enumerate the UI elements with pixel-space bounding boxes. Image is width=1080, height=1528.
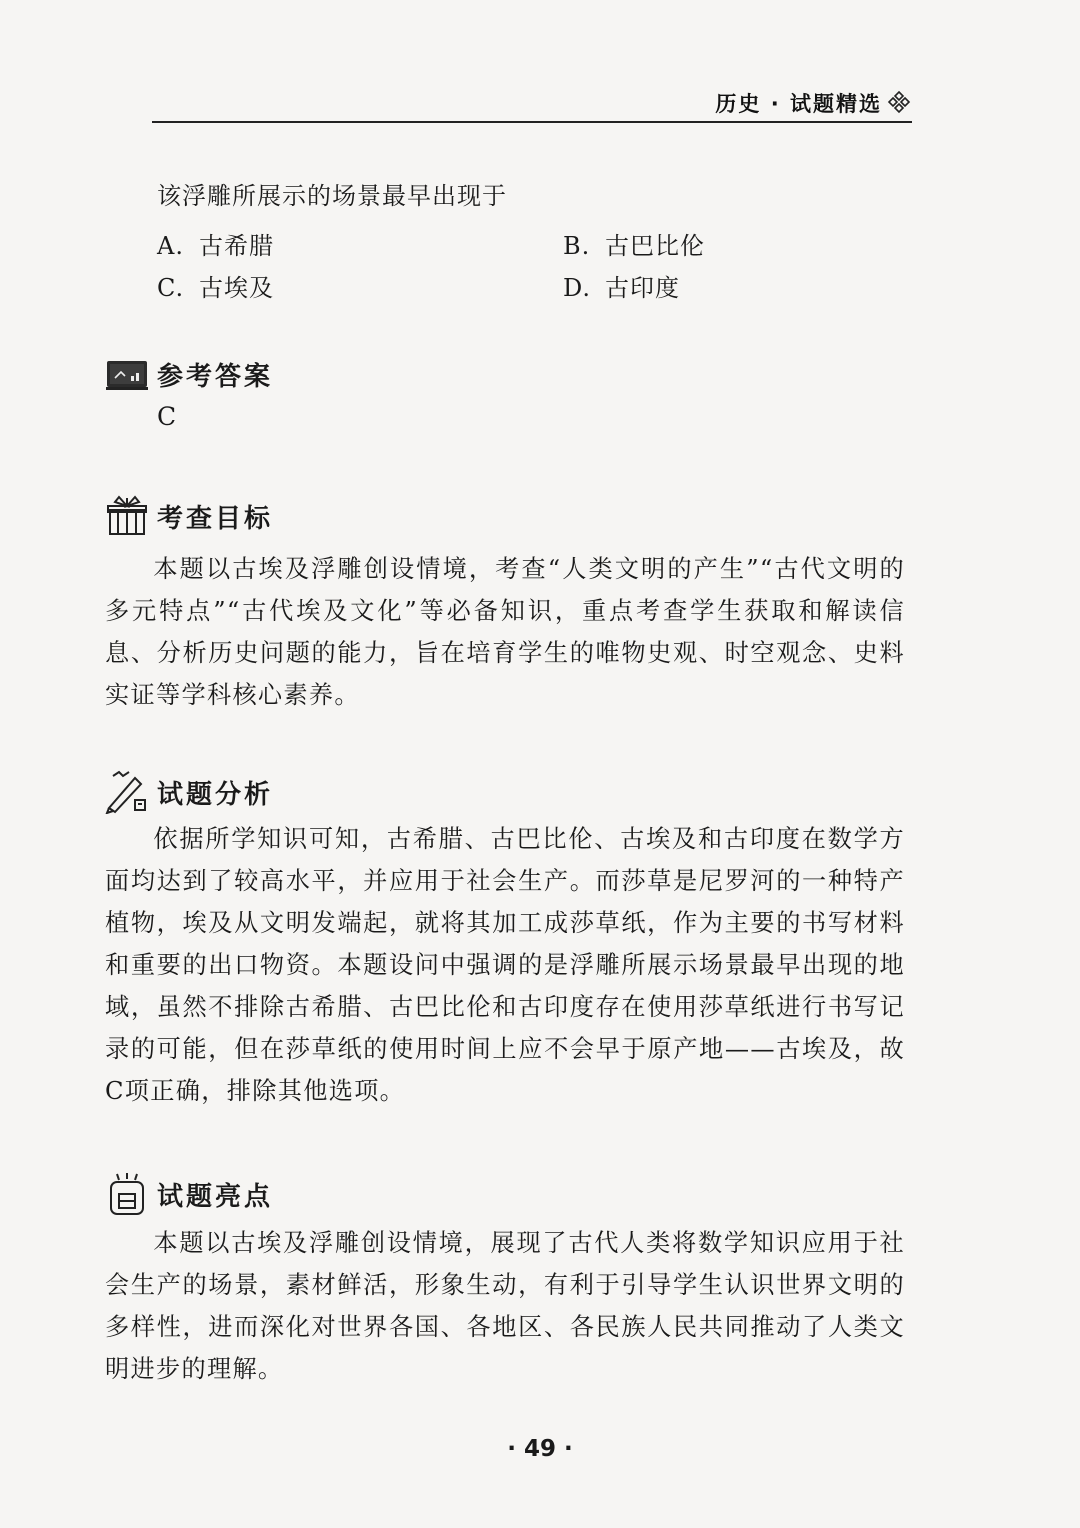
answer-heading-text: 参考答案 — [157, 361, 274, 392]
highlight-paragraph: 本题以古埃及浮雕创设情境，展现了古代人类将数学知识应用于社会生产的场景，素材鲜活，形象生动，有利于引导学生认识世界文明的多样性，进而深化对世界各国、各地区、各民族人民共同推动了人类文明进步的理解。 — [105, 1229, 905, 1383]
diamond-ornament-icon — [886, 90, 912, 114]
objective-heading — [105, 494, 273, 538]
question-stem: 该浮雕所展示的场景最早出现于 — [157, 182, 507, 210]
analysis-paragraph: 依据所学知识可知，古希腊、古巴比伦、古埃及和古印度在数学方面均达到了较高水平，并应用于社会生产。而莎草是尼罗河的一种特产植物，埃及从文明发端起，就将其加工成莎草纸，作为主要的书写材料和重要的出口物资。本题设问中强调的是浮雕所展示场景最早出现的地域，虽然不排除古希腊、古巴比伦和古印度存在使用莎草纸进行书写记录的可能，但在莎草纸的使用时间上应不会早于原产地——古埃及，故C项正确，排除其他选项。 — [105, 825, 905, 1105]
option-letter: A. — [157, 232, 184, 260]
analysis-heading — [105, 770, 273, 814]
pencil-ruler-icon — [105, 770, 149, 814]
analysis-heading-text: 试题分析 — [157, 779, 274, 810]
option-d — [563, 268, 680, 303]
option-text: 古巴比伦 — [605, 232, 705, 260]
highlight-heading — [105, 1172, 273, 1216]
objective-heading-text: 考查目标 — [157, 503, 274, 534]
option-a — [157, 226, 274, 261]
highlight-heading-text: 试题亮点 — [157, 1181, 274, 1212]
option-letter: B. — [563, 232, 591, 260]
answer-value: C — [157, 402, 177, 431]
option-letter: C. — [157, 274, 185, 302]
page-number: · 49 · — [507, 1436, 573, 1462]
option-text: 古希腊 — [199, 232, 274, 260]
objective-paragraph: 本题以古埃及浮雕创设情境，考查“人类文明的产生”“古代文明的多元特点”“古代埃及文化”等必备知识，重点考查学生获取和解读信息、分析历史问题的能力，旨在培育学生的唯物史观、时空观念、史料实证等学科核心素养。 — [105, 555, 905, 709]
answer-heading — [105, 352, 273, 396]
running-header: 历史 · 试题精选 — [715, 92, 882, 116]
lantern-icon — [105, 1172, 149, 1216]
header-rule — [152, 121, 912, 123]
option-letter: D. — [563, 274, 592, 302]
option-text: 古印度 — [605, 274, 680, 302]
gift-box-icon — [105, 494, 149, 538]
option-b — [563, 226, 705, 261]
blackboard-icon — [105, 352, 149, 396]
option-text: 古埃及 — [199, 274, 274, 302]
option-c — [157, 268, 274, 303]
